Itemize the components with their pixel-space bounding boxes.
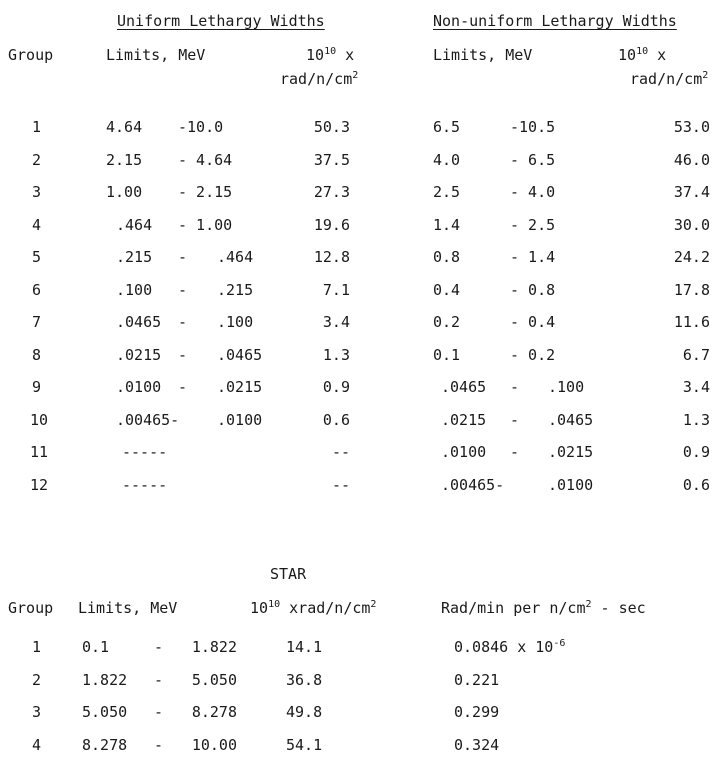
uniform-sep-cell: -: [178, 378, 188, 396]
uniform-high-cell: .0465: [217, 346, 263, 364]
star-low-cell: 0.1: [82, 638, 110, 656]
nonuniform-sep-cell: -: [510, 411, 520, 429]
uniform-high-cell: .464: [217, 248, 254, 266]
nonuniform-sep-cell: -: [510, 443, 520, 461]
group-cell: 1: [32, 118, 42, 136]
group-cell: 10: [30, 411, 49, 429]
uniform-low-cell: 4.64: [106, 118, 143, 136]
nonuniform-sep-cell: - 6.5: [510, 151, 556, 169]
star-sep-cell: -: [154, 638, 164, 656]
nonuniform-dose-cell: 0.6: [682, 476, 710, 494]
nonuniform-high-cell: .100: [548, 378, 585, 396]
group-cell: 11: [30, 443, 49, 461]
nonuniform-dose-cell: 0.9: [682, 443, 710, 461]
nonuniform-sep-cell: - 2.5: [510, 216, 556, 234]
nonuniform-sep-cell: - 0.2: [510, 346, 556, 364]
uniform-sep-cell: -: [178, 346, 188, 364]
uniform-high-cell: .100: [217, 313, 254, 331]
nonuniform-dose-cell: 46.0: [673, 151, 710, 169]
uniform-dose-cell: 7.1: [322, 281, 350, 299]
star-dose-cell: 36.8: [286, 671, 323, 689]
nonuniform-sep-cell: -10.5: [510, 118, 556, 136]
uniform-dose-cell: 0.9: [322, 378, 350, 396]
group-cell: 2: [32, 151, 42, 169]
uniform-sep-cell: -: [178, 313, 188, 331]
nonuniform-dose-cell: 3.4: [682, 378, 710, 396]
uniform-sep-cell: -: [178, 248, 188, 266]
nonuniform-low-cell: .0465: [441, 378, 487, 396]
star-high-cell: 10.00: [191, 736, 237, 754]
star-low-cell: 1.822: [82, 671, 128, 689]
star-dose-cell: 14.1: [286, 638, 323, 656]
uniform-high-cell: .215: [217, 281, 254, 299]
nonuniform-sep-cell: - 0.8: [510, 281, 556, 299]
nonuniform-sep-cell: - 0.4: [510, 313, 556, 331]
nonuniform-dose-cell: 53.0: [673, 118, 710, 136]
nonuniform-low-cell: 1.4: [433, 216, 461, 234]
uniform-sep-cell: - 1.00: [178, 216, 233, 234]
star-rate-cell: 0.299: [454, 703, 500, 721]
group-cell: 8: [32, 346, 42, 364]
nonuniform-dose-cell: 17.8: [673, 281, 710, 299]
uniform-dose-cell: 12.8: [313, 248, 350, 266]
uniform-high-cell: .0215: [217, 378, 263, 396]
star-high-cell: 1.822: [191, 638, 237, 656]
star-rate-cell: 0.221: [454, 671, 500, 689]
uniform-low-cell: 1.00: [106, 183, 143, 201]
star-rate-cell: 0.0846 x $10^{-6}$: [454, 638, 566, 656]
dose-unit-uniform: rad/$n/cm^2$: [280, 70, 359, 88]
star-rate-col-header: Rad/min per $n/cm^2$ - sec: [441, 599, 646, 617]
nonuniform-sep-cell: - 1.4: [510, 248, 556, 266]
nonuniform-dose-cell: 30.0: [673, 216, 710, 234]
nonuniform-dose-cell: 24.2: [673, 248, 710, 266]
uniform-low-cell: .100: [116, 281, 153, 299]
limits-nu-col-header: Limits, MeV: [433, 46, 533, 64]
group-cell: 12: [30, 476, 49, 494]
uniform-dose-cell: 19.6: [313, 216, 350, 234]
uniform-dose-cell: 50.3: [313, 118, 350, 136]
star-high-cell: 5.050: [191, 671, 237, 689]
nonuniform-low-cell: 0.4: [433, 281, 461, 299]
uniform-low-cell: .00465-: [116, 411, 180, 429]
nonuniform-dose-cell: 6.7: [682, 346, 710, 364]
nonuniform-high-cell: .0100: [548, 476, 594, 494]
nonuniform-low-cell: 6.5: [433, 118, 461, 136]
nonuniform-low-cell: .00465-: [441, 476, 505, 494]
group-cell: 5: [32, 248, 42, 266]
nonuniform-header: Non-uniform Lethargy Widths: [433, 12, 677, 30]
nonuniform-low-cell: 2.5: [433, 183, 461, 201]
uniform-low-cell: .215: [116, 248, 153, 266]
uniform-header: Uniform Lethargy Widths: [117, 12, 325, 30]
star-sep-cell: -: [154, 703, 164, 721]
limits-col-header: Limits, MeV: [106, 46, 206, 64]
star-high-cell: 8.278: [191, 703, 237, 721]
nonuniform-low-cell: 4.0: [433, 151, 461, 169]
uniform-dose-cell: 3.4: [322, 313, 350, 331]
nonuniform-high-cell: .0465: [548, 411, 594, 429]
group-cell: 7: [32, 313, 42, 331]
uniform-low-cell: -----: [122, 476, 168, 494]
uniform-dose-cell: 0.6: [322, 411, 350, 429]
uniform-dose-cell: --: [331, 443, 350, 461]
star-low-cell: 5.050: [82, 703, 128, 721]
uniform-low-cell: 2.15: [106, 151, 143, 169]
star-sep-cell: -: [154, 671, 164, 689]
uniform-low-cell: .0215: [116, 346, 162, 364]
group-col-header: Group: [8, 46, 54, 64]
nonuniform-sep-cell: -: [510, 378, 520, 396]
dose-unit-nonuniform: rad/$n/cm^2$: [630, 70, 709, 88]
star-title: STAR: [270, 565, 307, 583]
star-group-cell: 3: [32, 703, 42, 721]
uniform-low-cell: -----: [122, 443, 168, 461]
group-cell: 4: [32, 216, 42, 234]
star-rate-cell: 0.324: [454, 736, 500, 754]
star-dose-cell: 49.8: [286, 703, 323, 721]
dose-col-header-uniform: $10^{10}$ x: [306, 46, 355, 64]
nonuniform-dose-cell: 1.3: [682, 411, 710, 429]
nonuniform-low-cell: .0100: [441, 443, 487, 461]
uniform-sep-cell: - 4.64: [178, 151, 233, 169]
nonuniform-dose-cell: 37.4: [673, 183, 710, 201]
nonuniform-dose-cell: 11.6: [673, 313, 710, 331]
star-group-cell: 1: [32, 638, 42, 656]
uniform-low-cell: .0100: [116, 378, 162, 396]
uniform-dose-cell: 37.5: [313, 151, 350, 169]
group-cell: 9: [32, 378, 42, 396]
uniform-low-cell: .464: [116, 216, 153, 234]
nonuniform-low-cell: 0.8: [433, 248, 461, 266]
uniform-sep-cell: - 2.15: [178, 183, 233, 201]
uniform-dose-cell: 1.3: [322, 346, 350, 364]
uniform-dose-cell: --: [331, 476, 350, 494]
uniform-low-cell: .0465: [116, 313, 162, 331]
star-group-cell: 4: [32, 736, 42, 754]
uniform-sep-cell: -10.0: [178, 118, 224, 136]
star-group-cell: 2: [32, 671, 42, 689]
nonuniform-sep-cell: - 4.0: [510, 183, 556, 201]
star-dose-col-header: $10^{10}$ xrad/$n/cm^2$: [250, 599, 377, 617]
star-group-col-header: Group: [8, 599, 54, 617]
dose-col-header-nonuniform: $10^{10}$ x: [618, 46, 667, 64]
uniform-high-cell: .0100: [217, 411, 263, 429]
star-limits-col-header: Limits, MeV: [78, 599, 178, 617]
star-sep-cell: -: [154, 736, 164, 754]
nonuniform-low-cell: 0.1: [433, 346, 461, 364]
group-cell: 6: [32, 281, 42, 299]
uniform-sep-cell: -: [178, 281, 188, 299]
star-low-cell: 8.278: [82, 736, 128, 754]
nonuniform-high-cell: .0215: [548, 443, 594, 461]
group-cell: 3: [32, 183, 42, 201]
uniform-dose-cell: 27.3: [313, 183, 350, 201]
nonuniform-low-cell: 0.2: [433, 313, 461, 331]
nonuniform-low-cell: .0215: [441, 411, 487, 429]
star-dose-cell: 54.1: [286, 736, 323, 754]
